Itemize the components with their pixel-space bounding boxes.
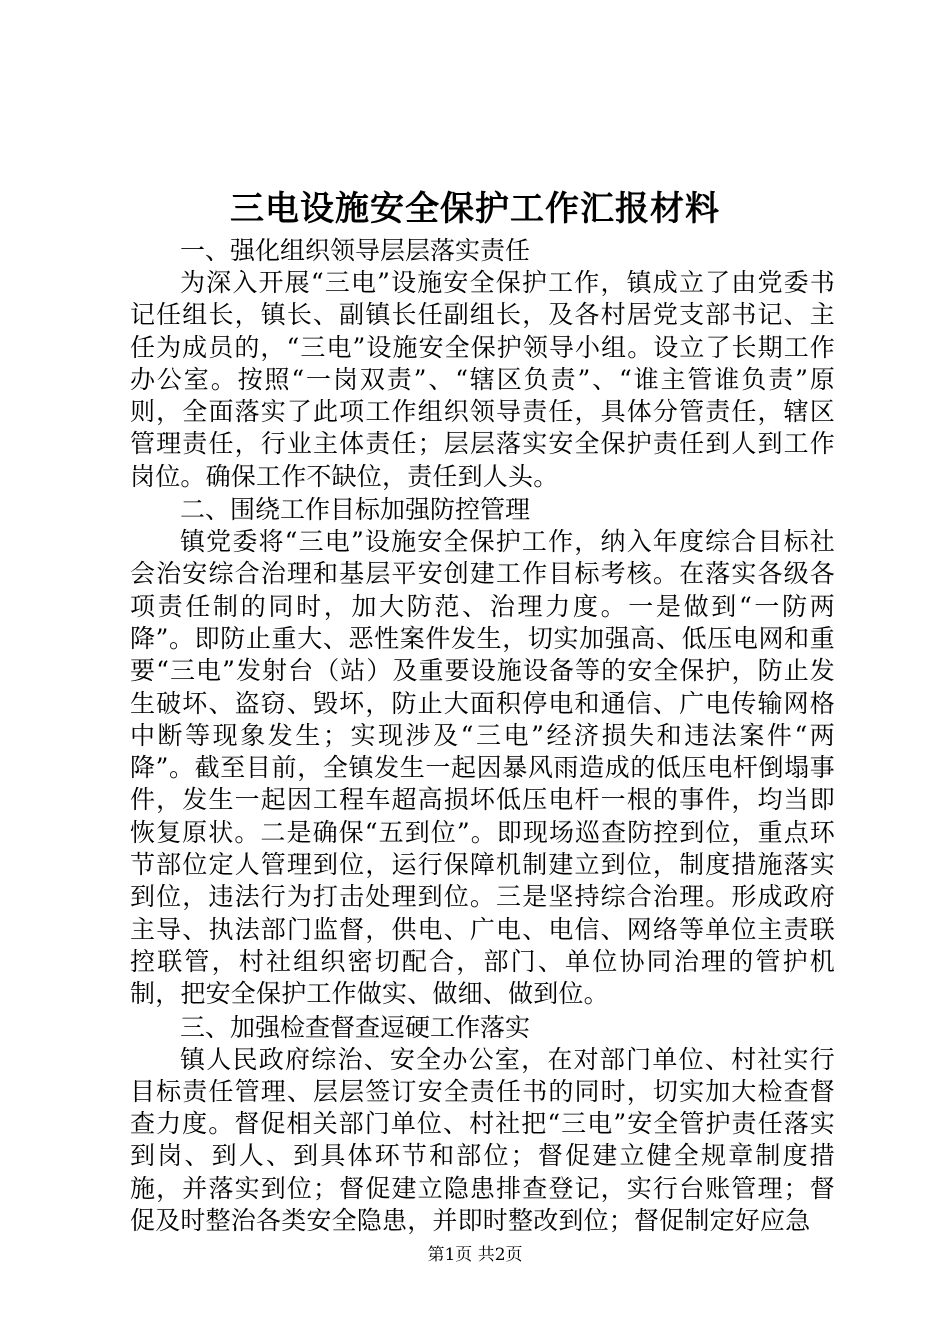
page-number-footer: 第1页 共2页 [427, 1245, 523, 1265]
section-paragraph-3: 镇人民政府综治、安全办公室，在对部门单位、村社实行目标责任管理、层层签订安全责任书的同时，切实加大检查督查力度。督促相关部门单位、村社把“三电”安全管护责任落实到岗、到人、到具体环节和部位；督促建立健全规章制度措施，并落实到位；督促建立隐患排查登记，实行台账管理；督促及时整治各类安全隐患，并即时整改到位；督促制定好应急 [130, 1044, 835, 1236]
section-heading-2: 二、围绕工作目标加强防控管理 [180, 495, 531, 525]
section-paragraph-1: 为深入开展“三电”设施安全保护工作，镇成立了由党委书记任组长，镇长、副镇长任副组长，及各村居党支部书记、主任为成员的，“三电”设施安全保护领导小组。设立了长期工作办公室。按照“一岗双责”、“辖区负责”、“谁主管谁负责”原则，全面落实了此项工作组织领导责任，具体分管责任，辖区管理责任，行业主体责任；层层落实安全保护责任到人到工作岗位。确保工作不缺位，责任到人头。 [130, 268, 835, 491]
document-body [130, 234, 835, 1237]
document-title: 三电设施安全保护工作汇报材料 [230, 189, 720, 229]
section-paragraph-2: 镇党委将“三电”设施安全保护工作，纳入年度综合目标社会治安综合治理和基层平安创建工作目标考核。在落实各级各项责任制的同时，加大防范、治理力度。一是做到“一防两降”。即防止重大、恶性案件发生，切实加强高、低压电网和重要“三电”发射台（站）及重要设施设备等的安全保护，防止发生破坏、盗窃、毁坏，防止大面积停电和通信、广电传输网格中断等现象发生；实现涉及“三电”经济损失和违法案件“两降”。截至目前，全镇发生一起因暴风雨造成的低压电杆倒塌事件，发生一起因工程车超高损坏低压电杆一根的事件，均当即恢复原状。二是确保“五到位”。即现场巡查防控到位，重点环节部位定人管理到位，运行保障机制建立到位，制度措施落实到位，违法行为打击处理到位。三是坚持综合治理。形成政府主导、执法部门监督，供电、广电、电信、网络等单位主责联控联管，村社组织密切配合，部门、单位协同治理的管护机制，把安全保护工作做实、做细、做到位。 [130, 527, 835, 1009]
section-heading-3: 三、加强检查督查逗硬工作落实 [180, 1012, 531, 1042]
section-heading-1: 一、强化组织领导层层落实责任 [180, 236, 531, 265]
